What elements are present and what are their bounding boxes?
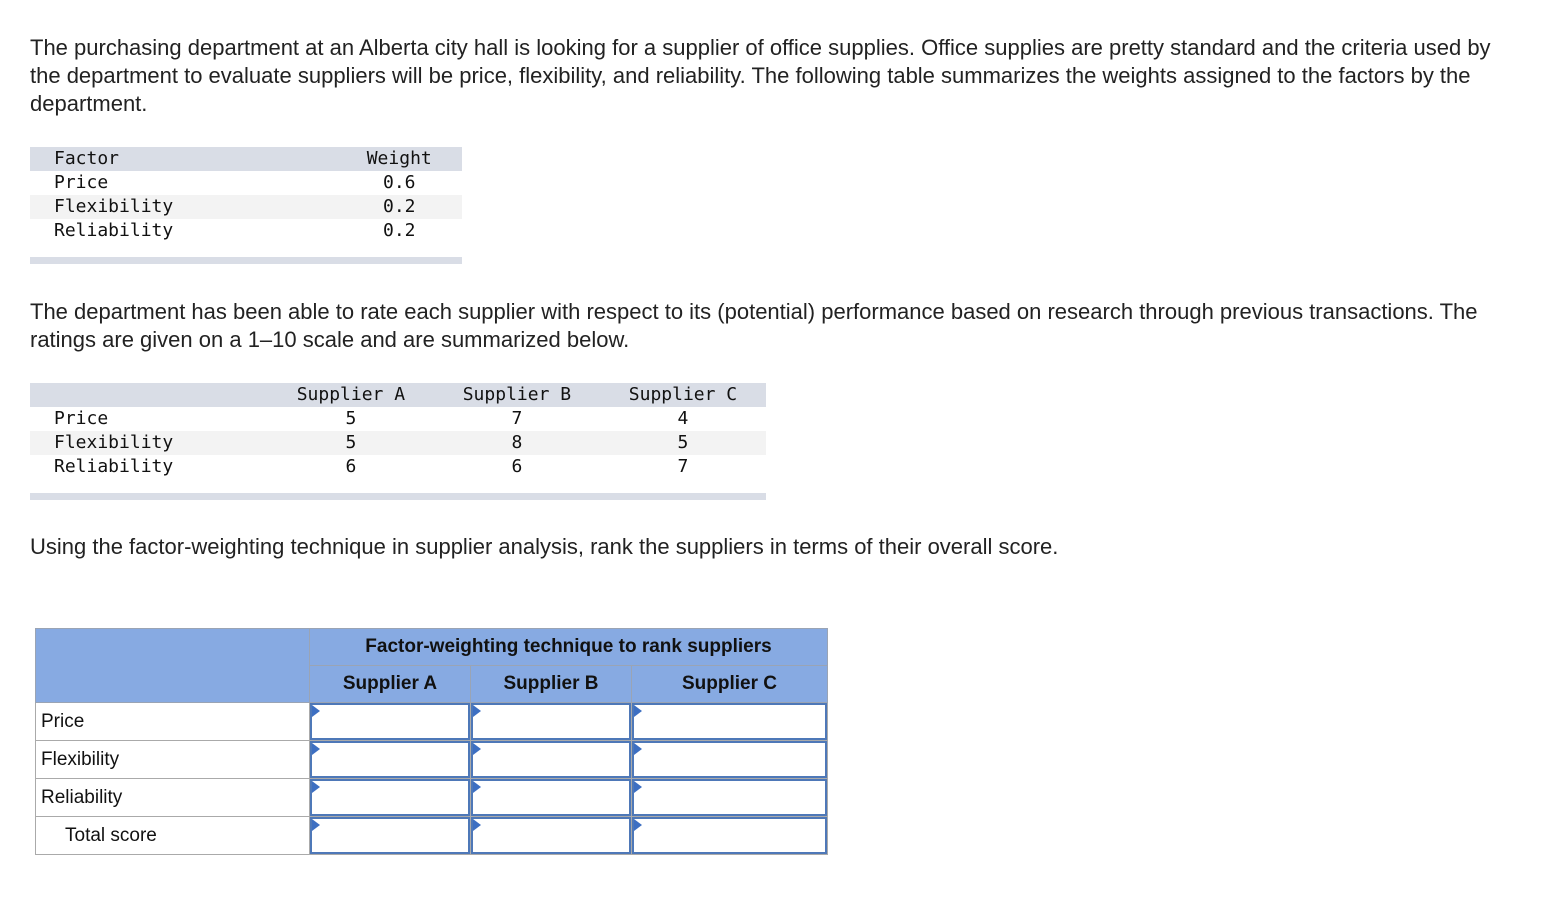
weights-header-row: [30, 147, 462, 171]
flexibility-supplier-c-input[interactable]: [644, 747, 821, 772]
answer-row-reliability: [36, 779, 828, 817]
header-blank: [30, 383, 268, 407]
problem-intro: The purchasing department at an Alberta city hall is looking for a supplier of office supplies. Office supplies are pretty standard and the criteria used by the department to evaluate suppliers will be price, flexibility, and reliability. The following table summarizes the weights assigned to the factors by the department.: [30, 35, 1491, 116]
factor-label: Flexibility: [54, 432, 174, 453]
reliability-supplier-c-input[interactable]: [644, 785, 821, 810]
rating-b: 6: [511, 456, 523, 477]
rating-c: 5: [677, 432, 689, 453]
flexibility-supplier-b-input[interactable]: [483, 747, 625, 772]
table-bottom-bar: [30, 493, 766, 500]
price-supplier-c-input[interactable]: [644, 709, 821, 734]
rating-c: 4: [677, 408, 689, 429]
factor-label: Reliability: [54, 220, 174, 241]
factor-label: Flexibility: [54, 196, 174, 217]
answer-title-row: [36, 629, 828, 666]
weight-value: 0.2: [382, 220, 416, 241]
table-row: [30, 431, 766, 455]
rating-a: 6: [345, 456, 357, 477]
rating-a: 5: [345, 432, 357, 453]
table-row: [30, 171, 462, 195]
ratings-table: [30, 383, 766, 500]
rating-a: 5: [345, 408, 357, 429]
price-supplier-a-input[interactable]: [322, 709, 464, 734]
answer-header-supplier-a: Supplier A: [310, 666, 471, 703]
answer-corner-cell: [36, 629, 310, 703]
total-supplier-a-input[interactable]: [322, 823, 464, 848]
flexibility-supplier-a-input[interactable]: [322, 747, 464, 772]
answer-header-supplier-c: Supplier C: [632, 666, 828, 703]
factor-label: Reliability: [54, 456, 174, 477]
total-supplier-c-input[interactable]: [644, 823, 821, 848]
factor-label: Price: [54, 172, 109, 193]
weight-value: 0.2: [382, 196, 416, 217]
ratings-intro: The department has been able to rate each supplier with respect to its (potential) performance based on research through previous transactions. The ratings are given on a 1–10 scale and are summarized below.: [30, 299, 1478, 352]
rating-c: 7: [677, 456, 689, 477]
table-bottom-bar: [30, 257, 462, 264]
table-row: [30, 455, 766, 479]
header-factor: Factor: [54, 148, 120, 169]
header-weight: Weight: [366, 148, 432, 169]
answer-row-label: Flexibility: [36, 741, 310, 779]
factor-label: Price: [54, 408, 109, 429]
table-row: [30, 219, 462, 243]
answer-table-title: Factor-weighting technique to rank suppliers: [310, 629, 828, 666]
table-row: [30, 407, 766, 431]
table-spacer: [30, 243, 462, 257]
reliability-supplier-a-input[interactable]: [322, 785, 464, 810]
weights-table: [30, 147, 462, 264]
answer-row-total: [36, 817, 828, 855]
header-supplier-b: Supplier B: [462, 384, 572, 405]
weight-value: 0.6: [382, 172, 416, 193]
rating-b: 7: [511, 408, 523, 429]
table-row: [30, 195, 462, 219]
answer-row-label: Reliability: [36, 779, 310, 817]
answer-table: [35, 628, 828, 855]
price-supplier-b-input[interactable]: [483, 709, 625, 734]
answer-row-label: Total score: [36, 817, 310, 855]
table-spacer: [30, 479, 766, 493]
rating-b: 8: [511, 432, 523, 453]
answer-row-label: Price: [36, 703, 310, 741]
total-supplier-b-input[interactable]: [483, 823, 625, 848]
reliability-supplier-b-input[interactable]: [483, 785, 625, 810]
header-supplier-c: Supplier C: [628, 384, 738, 405]
ratings-header-row: [30, 383, 766, 407]
question-text: Using the factor-weighting technique in supplier analysis, rank the suppliers in terms of their overall score.: [30, 534, 1059, 559]
answer-row-price: [36, 703, 828, 741]
answer-row-flexibility: [36, 741, 828, 779]
header-supplier-a: Supplier A: [296, 384, 406, 405]
answer-header-supplier-b: Supplier B: [471, 666, 632, 703]
